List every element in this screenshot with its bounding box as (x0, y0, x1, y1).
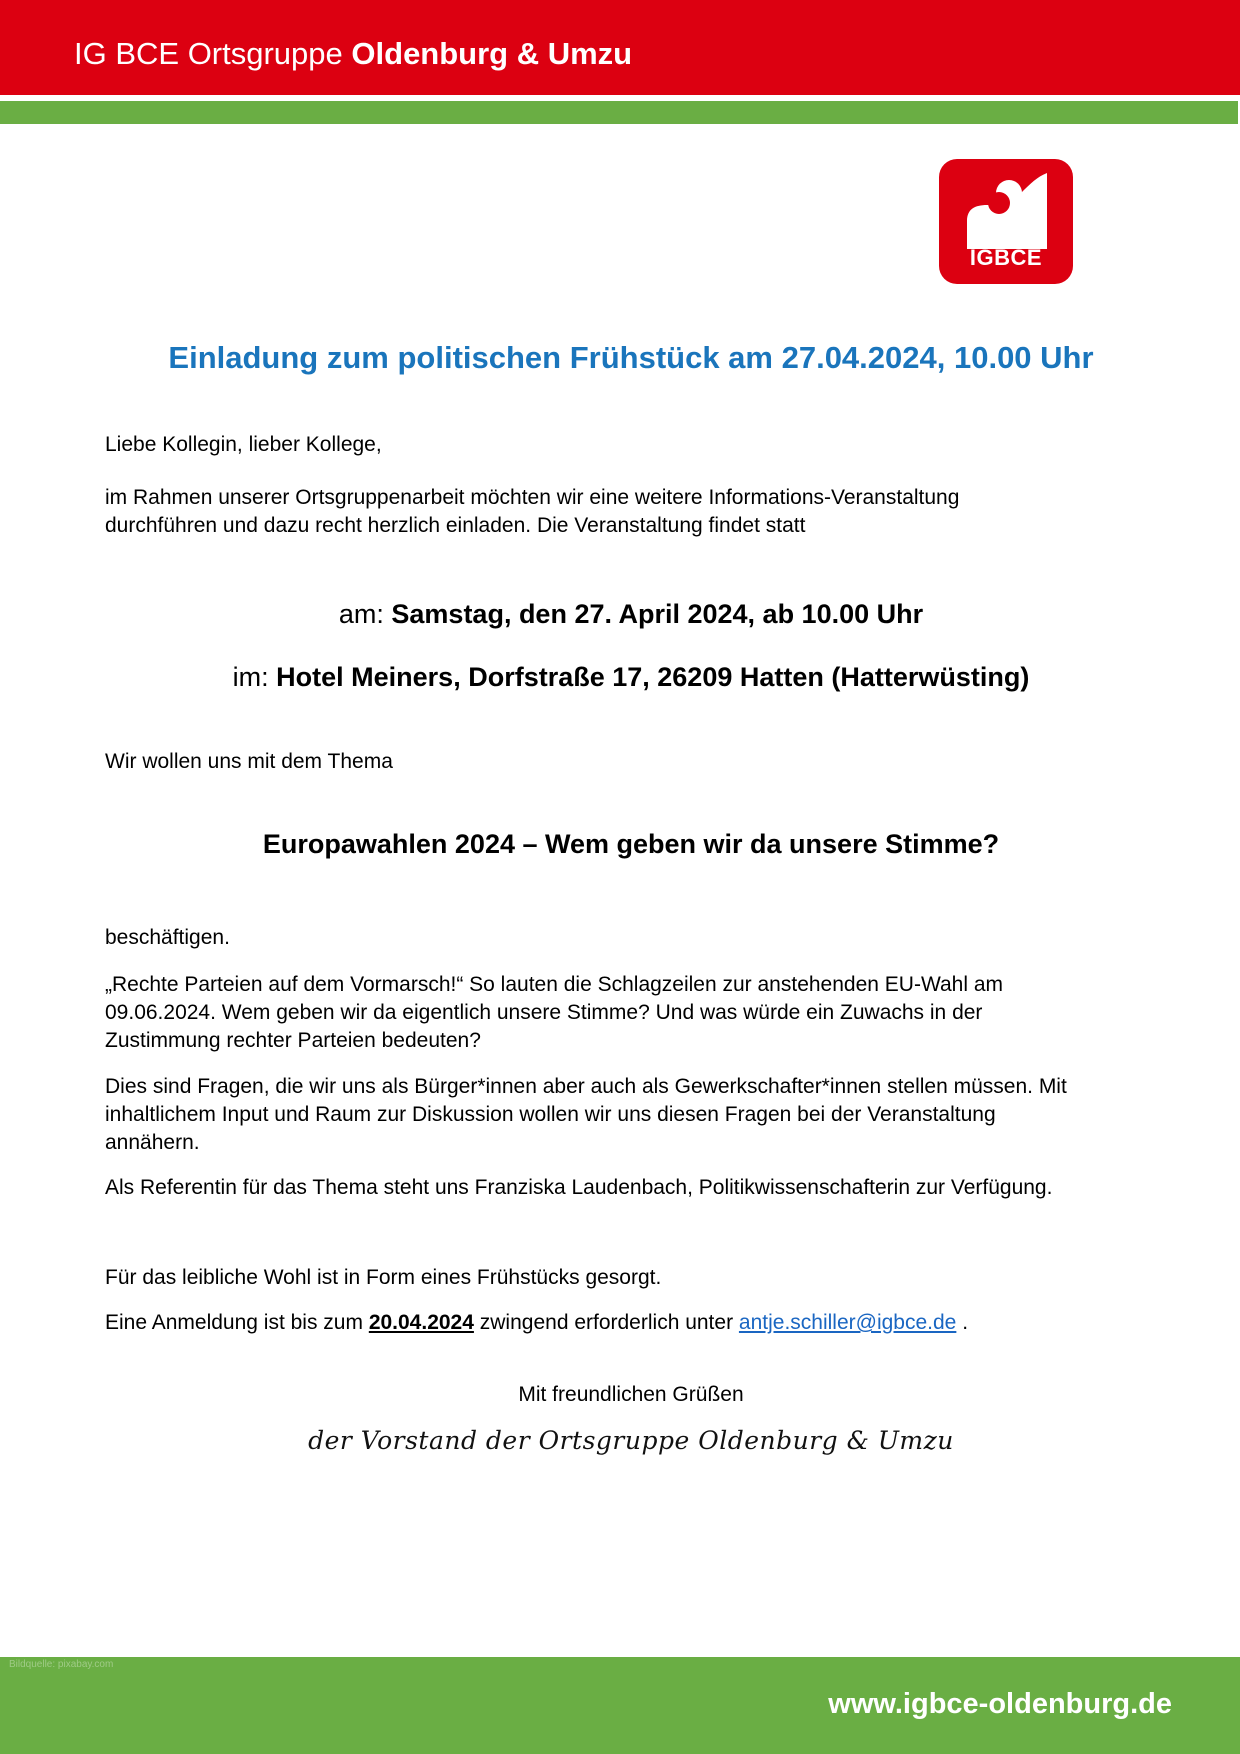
igbce-logo (939, 159, 1073, 284)
page-title: Einladung zum politischen Frühstück am 27.04.2024, 10.00 Uhr (168, 340, 1094, 375)
green-stripe (0, 101, 1238, 124)
event-location-value: Hotel Meiners, Dorfstraße 17, 26209 Hatten (Hatterwüsting) (276, 662, 1030, 692)
speaker-line: Als Referentin für das Thema steht uns Franziska Laudenbach, Politikwissenschafterin zur Verfügung. (105, 1176, 1053, 1199)
event-date (0, 597, 1240, 631)
footer-website-link[interactable]: www.igbce-oldenburg.de (828, 1688, 1172, 1720)
registration-deadline: 20.04.2024 (368, 1311, 474, 1334)
registration-email-link[interactable]: antje.schiller@igbce.de (738, 1311, 957, 1334)
registration-line (105, 1309, 1185, 1337)
header-title (74, 34, 632, 74)
paragraph1-line-2: 09.06.2024. Wem geben wir da eigentlich unsere Stimme? Und was würde ein Zuwachs in der (105, 1001, 983, 1024)
event-topic: Europawahlen 2024 – Wem geben wir da unsere Stimme? (262, 829, 1000, 859)
signature: der Vorstand der Ortsgruppe Oldenburg & Umzu (308, 1426, 954, 1455)
intro-line-1: im Rahmen unserer Ortsgruppenarbeit möchten wir eine weitere Informations-Veranstaltung (105, 486, 960, 509)
theme-outro: beschäftigen. (105, 926, 230, 949)
image-credit: Bildquelle: pixabay.com (9, 1659, 114, 1670)
event-location-prefix: im: (232, 662, 269, 692)
theme-intro: Wir wollen uns mit dem Thema (105, 750, 393, 773)
intro-line-2: durchführen und dazu recht herzlich einladen. Die Veranstaltung findet statt (105, 514, 806, 537)
paragraph-headlines (105, 971, 1185, 1055)
paragraph2-line-2: inhaltlichem Input und Raum zur Diskussion wollen wir uns diesen Fragen bei der Veranstaltung (105, 1103, 996, 1126)
logo-text: IGBCE (969, 245, 1043, 270)
header-title-regular: IG BCE Ortsgruppe (74, 36, 343, 71)
greeting: Liebe Kollegin, lieber Kollege, (105, 433, 382, 456)
closing-greeting: Mit freundlichen Grüßen (518, 1383, 744, 1406)
event-location (0, 660, 1240, 694)
paragraph2-line-3: annähern. (105, 1131, 200, 1154)
intro-paragraph (105, 484, 1185, 540)
paragraph-questions (105, 1073, 1185, 1157)
catering-line: Für das leibliche Wohl ist in Form eines Frühstücks gesorgt. (105, 1266, 662, 1289)
registration-middle: zwingend erforderlich unter (479, 1311, 734, 1334)
paragraph1-line-1: „Rechte Parteien auf dem Vormarsch!“ So lauten die Schlagzeilen zur anstehenden EU-Wahl am (105, 973, 1004, 996)
paragraph1-line-3: Zustimmung rechter Parteien bedeuten? (105, 1029, 481, 1052)
paragraph2-line-1: Dies sind Fragen, die wir uns als Bürger*innen aber auch als Gewerkschafter*innen stellen müssen. Mit (105, 1075, 1067, 1098)
registration-prefix: Eine Anmeldung ist bis zum (105, 1311, 363, 1334)
registration-suffix: . (962, 1311, 969, 1334)
event-date-value: Samstag, den 27. April 2024, ab 10.00 Uhr (391, 599, 924, 629)
header-title-bold: Oldenburg & Umzu (351, 36, 633, 71)
event-date-prefix: am: (338, 599, 384, 629)
header-bar (0, 0, 1240, 95)
